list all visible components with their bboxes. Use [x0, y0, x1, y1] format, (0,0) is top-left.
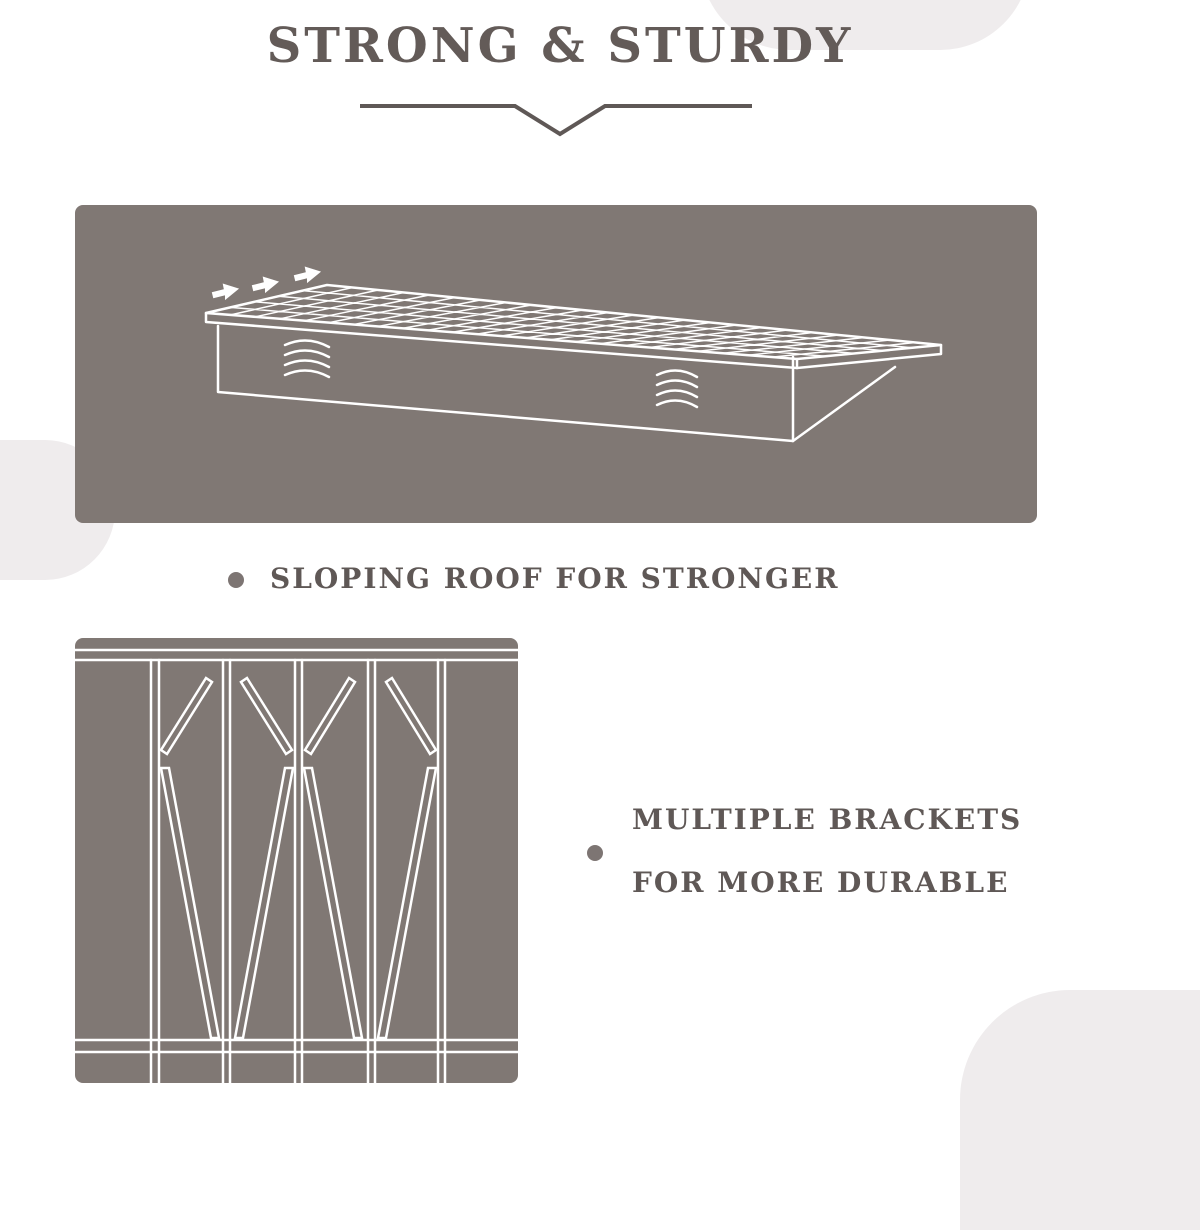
brackets-illustration-panel	[75, 638, 518, 1083]
vent-left	[285, 340, 329, 377]
airflow-arrows	[213, 268, 319, 298]
feature-caption-roof: SLOPING ROOF FOR STRONGER	[270, 562, 840, 595]
vent-right	[657, 370, 697, 407]
sloping-roof-shed-illustration	[75, 205, 1037, 523]
bullet-dot	[228, 572, 244, 588]
page-title: STRONG & STURDY	[266, 18, 854, 74]
arrow-right-icon	[295, 268, 319, 281]
bullet-dot	[587, 845, 603, 861]
arrow-right-icon	[253, 278, 277, 291]
wall-bracket-frame-illustration	[75, 638, 518, 1083]
arrow-right-icon	[213, 285, 237, 298]
roof-illustration-panel	[75, 205, 1037, 523]
feature-caption-brackets-line1: MULTIPLE BRACKETS	[632, 803, 1023, 836]
title-underline-chevron	[360, 100, 760, 142]
decorative-shape-bottom-right	[960, 990, 1200, 1230]
roof-panel-grid	[230, 288, 915, 358]
feature-caption-brackets-line2: FOR MORE DURABLE	[632, 866, 1010, 899]
